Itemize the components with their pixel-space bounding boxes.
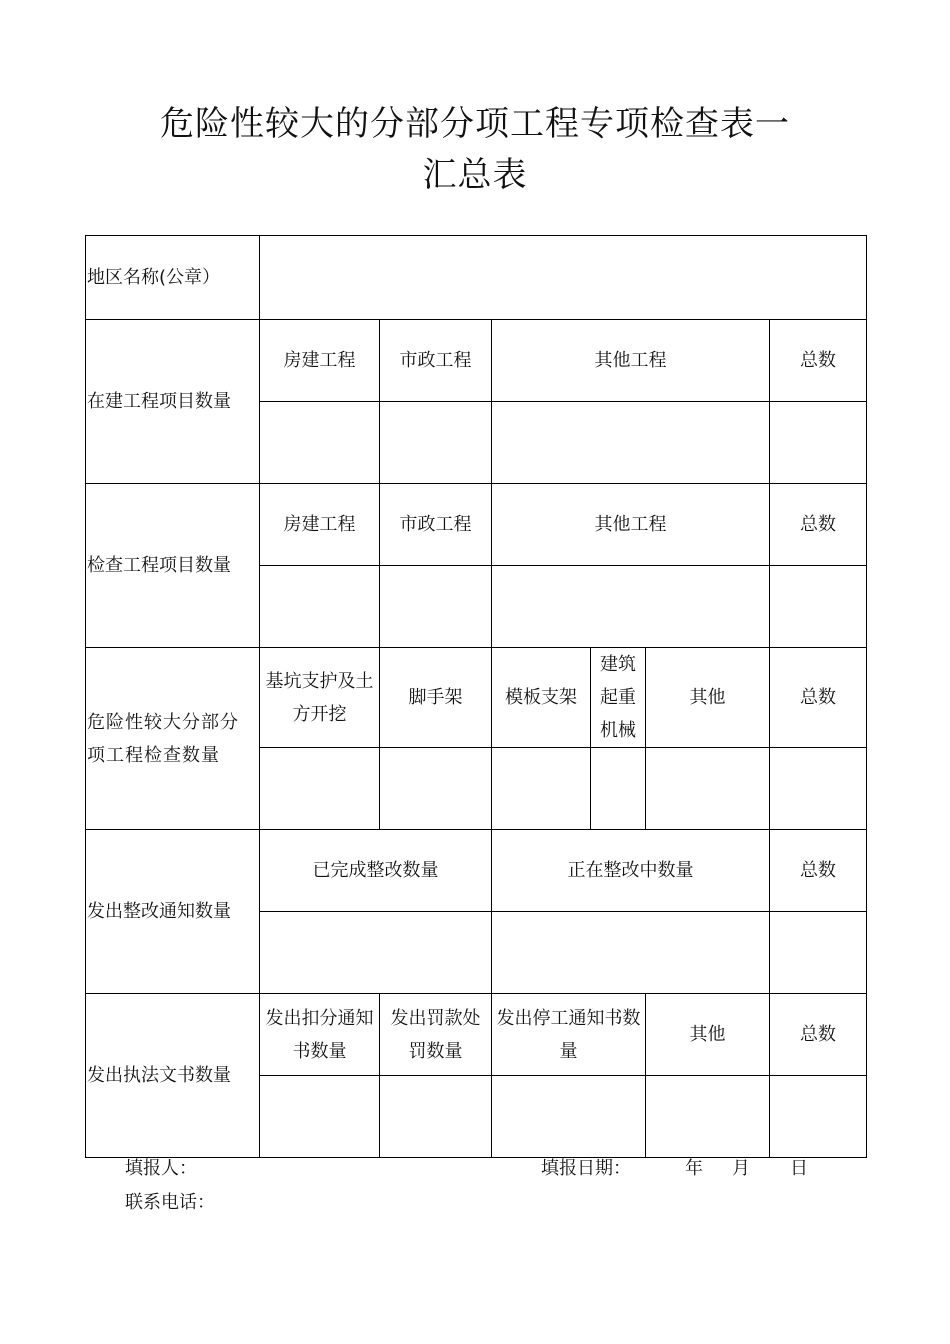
region-row (86, 236, 867, 320)
inspection-header-housing: 房建工程 (260, 484, 380, 566)
enforcement-header-fine: 发出罚款处罚数量 (380, 994, 492, 1076)
enforcement-value-other[interactable] (646, 1076, 770, 1158)
construction-label: 在建工程项目数量 (86, 320, 260, 484)
enforcement-value-fine[interactable] (380, 1076, 492, 1158)
dangerous-value-other[interactable] (646, 748, 770, 830)
year-label: 年 (685, 1158, 703, 1179)
dangerous-value-crane[interactable] (591, 748, 646, 830)
inspection-value-municipal[interactable] (380, 566, 492, 648)
dangerous-header-crane: 建筑起重机械 (591, 648, 646, 748)
construction-value-municipal[interactable] (380, 402, 492, 484)
inspection-value-housing[interactable] (260, 566, 380, 648)
dangerous-header-row (86, 648, 867, 748)
enforcement-value-total[interactable] (770, 1076, 867, 1158)
enforcement-header-total: 总数 (770, 994, 867, 1076)
rectification-value-completed[interactable] (260, 912, 492, 994)
construction-value-other[interactable] (492, 402, 770, 484)
rectification-header-total: 总数 (770, 830, 867, 912)
enforcement-value-suspension[interactable] (492, 1076, 646, 1158)
dangerous-value-total[interactable] (770, 748, 867, 830)
page-subtitle: 汇总表 (422, 155, 528, 195)
inspection-header-total: 总数 (770, 484, 867, 566)
construction-value-total[interactable] (770, 402, 867, 484)
rectification-label: 发出整改通知数量 (86, 830, 260, 994)
dangerous-header-formwork: 模板支架 (492, 648, 591, 748)
inspection-value-total[interactable] (770, 566, 867, 648)
rectification-header-row (86, 830, 867, 912)
region-input-cell[interactable] (260, 236, 867, 320)
construction-header-total: 总数 (770, 320, 867, 402)
date-label: 填报日期： (541, 1158, 631, 1179)
filler-label: 填报人： (125, 1158, 197, 1179)
dangerous-header-scaffold: 脚手架 (380, 648, 492, 748)
enforcement-header-other: 其他 (646, 994, 770, 1076)
construction-header-other: 其他工程 (492, 320, 770, 402)
rectification-header-completed: 已完成整改数量 (260, 830, 492, 912)
enforcement-header-suspension: 发出停工通知书数量 (492, 994, 646, 1076)
construction-header-housing: 房建工程 (260, 320, 380, 402)
rectification-value-total[interactable] (770, 912, 867, 994)
day-label: 日 (790, 1158, 808, 1179)
dangerous-label: 危险性较大分部分项工程检查数量 (86, 648, 260, 830)
construction-value-housing[interactable] (260, 402, 380, 484)
enforcement-value-deduction[interactable] (260, 1076, 380, 1158)
rectification-value-in-progress[interactable] (492, 912, 770, 994)
inspection-header-other: 其他工程 (492, 484, 770, 566)
inspection-header-row (86, 484, 867, 566)
summary-table (85, 235, 867, 1158)
dangerous-value-scaffold[interactable] (380, 748, 492, 830)
construction-header-municipal: 市政工程 (380, 320, 492, 402)
rectification-header-in-progress: 正在整改中数量 (492, 830, 770, 912)
region-label: 地区名称(公章） (86, 236, 260, 320)
phone-label: 联系电话： (125, 1192, 215, 1213)
inspection-label: 检查工程项目数量 (86, 484, 260, 648)
dangerous-header-total: 总数 (770, 648, 867, 748)
dangerous-header-excavation: 基坑支护及土方开挖 (260, 648, 380, 748)
construction-header-row (86, 320, 867, 402)
enforcement-header-row (86, 994, 867, 1076)
enforcement-header-deduction: 发出扣分通知书数量 (260, 994, 380, 1076)
month-label: 月 (732, 1158, 750, 1179)
page-title: 危险性较大的分部分项工程专项检查表一 (160, 104, 790, 144)
dangerous-header-other: 其他 (646, 648, 770, 748)
dangerous-value-formwork[interactable] (492, 748, 591, 830)
inspection-header-municipal: 市政工程 (380, 484, 492, 566)
enforcement-label: 发出执法文书数量 (86, 994, 260, 1158)
dangerous-value-excavation[interactable] (260, 748, 380, 830)
inspection-value-other[interactable] (492, 566, 770, 648)
